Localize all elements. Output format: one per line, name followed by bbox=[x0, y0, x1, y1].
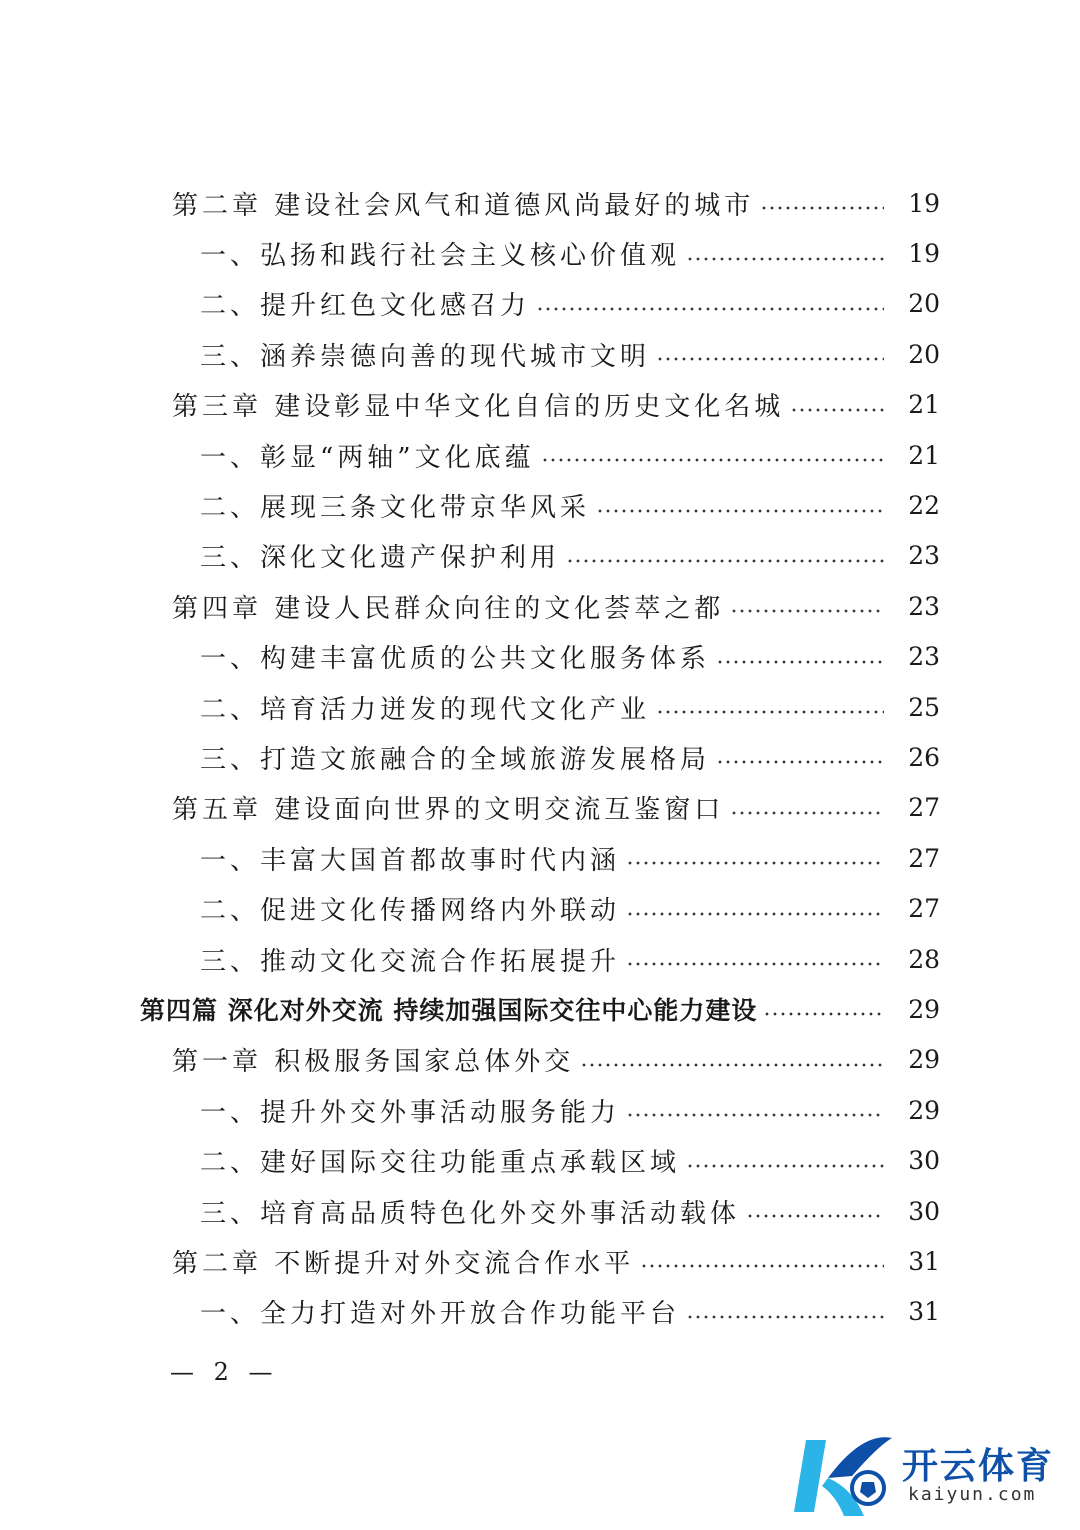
toc-entry-page: 27 bbox=[908, 843, 940, 873]
toc-entry-title: 二、提升红色文化感召力 bbox=[200, 291, 531, 322]
toc-dot-leader bbox=[716, 644, 884, 670]
toc-dot-leader bbox=[626, 1097, 884, 1123]
toc-entry[interactable] bbox=[0, 228, 1080, 278]
toc-entry-title: 三、推动文化交流合作拓展提升 bbox=[200, 946, 621, 977]
toc-dot-leader bbox=[686, 1299, 884, 1325]
page-number: — 2 — bbox=[170, 1358, 279, 1386]
toc-entry-page: 29 bbox=[908, 1045, 940, 1075]
toc-entry-page: 27 bbox=[908, 894, 940, 924]
toc-dot-leader bbox=[763, 996, 884, 1022]
toc-entry[interactable] bbox=[0, 430, 1080, 480]
toc-dot-leader bbox=[790, 392, 884, 418]
watermark-domain: kaiyun.com bbox=[908, 1484, 1037, 1505]
toc-entry-page: 20 bbox=[908, 339, 940, 369]
toc-dot-leader bbox=[626, 845, 884, 871]
toc-entry-page: 26 bbox=[908, 742, 940, 772]
toc-dot-leader bbox=[656, 341, 884, 367]
toc-entry-title: 三、培育高品质特色化外交外事活动载体 bbox=[200, 1198, 741, 1229]
toc-entry[interactable] bbox=[0, 279, 1080, 329]
toc-entry[interactable] bbox=[0, 632, 1080, 682]
watermark-brand-name: 开云体育 bbox=[902, 1446, 1055, 1487]
toc-entry-page: 23 bbox=[908, 591, 940, 621]
toc-dot-leader bbox=[730, 593, 884, 619]
toc-entry[interactable] bbox=[0, 783, 1080, 833]
toc-entry-page: 30 bbox=[908, 1196, 940, 1226]
toc-entry-page: 29 bbox=[908, 1095, 940, 1125]
toc-entry-page: 20 bbox=[908, 289, 940, 319]
toc-dot-leader bbox=[746, 1198, 884, 1224]
toc-entry[interactable] bbox=[0, 833, 1080, 883]
toc-entry-title: 一、彰显“两轴”文化底蕴 bbox=[200, 442, 535, 473]
toc-entry[interactable] bbox=[0, 581, 1080, 631]
toc-entry-title: 二、展现三条文化带京华风采 bbox=[200, 493, 591, 524]
toc-entry-title: 一、弘扬和践行社会主义核心价值观 bbox=[200, 241, 681, 272]
toc-entry-page: 30 bbox=[908, 1146, 940, 1176]
toc-dot-leader bbox=[686, 241, 884, 267]
toc-entry-part[interactable] bbox=[0, 984, 1080, 1034]
toc-entry-title: 二、促进文化传播网络内外联动 bbox=[200, 896, 621, 927]
toc-dot-leader bbox=[566, 543, 884, 569]
toc-dot-leader bbox=[760, 190, 884, 216]
toc-dot-leader bbox=[730, 795, 884, 821]
toc-entry[interactable] bbox=[0, 1085, 1080, 1135]
toc-entry-page: 21 bbox=[908, 440, 940, 470]
toc-dot-leader bbox=[686, 1148, 884, 1174]
toc-entry[interactable] bbox=[0, 1035, 1080, 1085]
toc-entry-page: 23 bbox=[908, 642, 940, 672]
toc-dot-leader bbox=[626, 946, 884, 972]
toc-entry-page: 22 bbox=[908, 491, 940, 521]
toc-entry[interactable] bbox=[0, 1236, 1080, 1286]
toc-entry-title: 第四章 建设人民群众向往的文化荟萃之都 bbox=[172, 593, 725, 624]
toc-entry[interactable] bbox=[0, 1135, 1080, 1185]
toc-entry[interactable] bbox=[0, 883, 1080, 933]
toc-entry-title: 第一章 积极服务国家总体外交 bbox=[172, 1047, 575, 1078]
table-of-contents bbox=[0, 178, 1080, 1337]
toc-entry-page: 31 bbox=[908, 1297, 940, 1327]
toc-entry-title: 二、建好国际交往功能重点承载区域 bbox=[200, 1148, 681, 1179]
toc-entry[interactable] bbox=[0, 329, 1080, 379]
toc-entry[interactable] bbox=[0, 178, 1080, 228]
toc-entry-page: 28 bbox=[908, 944, 940, 974]
toc-entry-title: 第二章 不断提升对外交流合作水平 bbox=[172, 1248, 635, 1279]
toc-entry-title: 一、全力打造对外开放合作功能平台 bbox=[200, 1299, 681, 1330]
toc-entry-title: 第四篇 深化对外交流 持续加强国际交往中心能力建设 bbox=[140, 996, 758, 1026]
toc-dot-leader bbox=[596, 493, 884, 519]
toc-entry[interactable] bbox=[0, 480, 1080, 530]
toc-entry-title: 三、涵养崇德向善的现代城市文明 bbox=[200, 341, 651, 372]
watermark-k-icon bbox=[792, 1426, 902, 1526]
toc-entry-title: 三、深化文化遗产保护利用 bbox=[200, 543, 561, 574]
toc-entry-page: 29 bbox=[908, 994, 940, 1024]
toc-dot-leader bbox=[656, 694, 884, 720]
toc-entry-title: 一、丰富大国首都故事时代内涵 bbox=[200, 845, 621, 876]
toc-entry[interactable] bbox=[0, 1287, 1080, 1337]
toc-dot-leader bbox=[640, 1248, 884, 1274]
toc-entry-title: 第二章 建设社会风气和道德风尚最好的城市 bbox=[172, 190, 755, 221]
toc-dot-leader bbox=[626, 896, 884, 922]
toc-entry[interactable] bbox=[0, 1186, 1080, 1236]
toc-entry-page: 19 bbox=[908, 188, 940, 218]
toc-entry-page: 23 bbox=[908, 541, 940, 571]
toc-entry-title: 第五章 建设面向世界的文明交流互鉴窗口 bbox=[172, 795, 725, 826]
toc-entry-page: 27 bbox=[908, 793, 940, 823]
toc-entry-page: 25 bbox=[908, 692, 940, 722]
toc-entry-title: 二、培育活力迸发的现代文化产业 bbox=[200, 694, 651, 725]
toc-entry-title: 第三章 建设彰显中华文化自信的历史文化名城 bbox=[172, 392, 785, 423]
toc-entry-title: 三、打造文旅融合的全域旅游发展格局 bbox=[200, 744, 711, 775]
toc-entry-title: 一、构建丰富优质的公共文化服务体系 bbox=[200, 644, 711, 675]
toc-dot-leader bbox=[536, 291, 884, 317]
watermark-logo bbox=[792, 1426, 1072, 1526]
toc-entry[interactable] bbox=[0, 682, 1080, 732]
toc-entry-page: 21 bbox=[908, 390, 940, 420]
toc-dot-leader bbox=[541, 442, 884, 468]
toc-entry[interactable] bbox=[0, 934, 1080, 984]
toc-entry-title: 一、提升外交外事活动服务能力 bbox=[200, 1097, 621, 1128]
toc-entry[interactable] bbox=[0, 380, 1080, 430]
toc-entry[interactable] bbox=[0, 531, 1080, 581]
toc-dot-leader bbox=[580, 1047, 884, 1073]
toc-entry-page: 31 bbox=[908, 1246, 940, 1276]
toc-dot-leader bbox=[716, 744, 884, 770]
toc-entry[interactable] bbox=[0, 732, 1080, 782]
toc-entry-page: 19 bbox=[908, 239, 940, 269]
